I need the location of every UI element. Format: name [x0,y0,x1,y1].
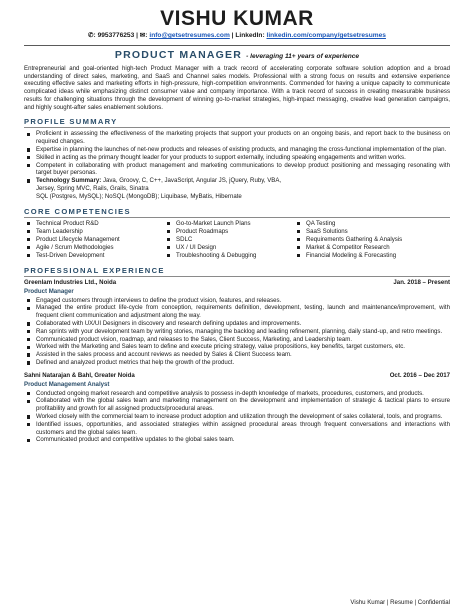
candidate-name: VISHU KUMAR [160,7,314,30]
headline-title: PRODUCT MANAGER [114,49,242,62]
section-divider [24,276,450,277]
email-prefix: | ✉: [136,32,148,39]
list-item: QA Testing [294,220,450,228]
competency-grid [24,220,450,260]
profile-section [24,117,450,200]
list-item: Agile / Scrum Methodologies [24,244,164,252]
list-item: Assisted in the sales process and account reviews as needed by Sales & Client Success team. [24,351,450,359]
headline-subtitle: - leveraging 11+ years of experience [246,53,360,61]
list-item: Competent in collaborating with product management and marketing communications to develop product positioning and messaging resonating with target buyer personas. [24,162,450,178]
tech-line: SQL (Postgres, MySQL); NoSQL (MongoDB); Liquibase, MyBatis, Hibernate [36,192,242,200]
company-name: Sahni Natarajan & Bahl, Greater Noida [24,371,135,379]
section-divider [24,127,450,128]
summary-paragraph: Entrepreneurial and goal-oriented high-tech Product Manager with a track record of accelerating corporate software solution adoption and a broad understanding of direct sales, marketing, and SaaS and Channel sales models. Professional with a strong focus on results and extensive experience executing effective sales and marketing efforts in high-pressure, high-competition environments. Commended for having a unique capacity to communicate complicated ideas while emphasizing distinct consumer value and company importance. With a track record of success in creating measurable business results for challenging situations through the development of winning go-to-market strategies, high-impact messaging, creative lead generation campaigns, and highly sought-after sales enablement solutions. [24,64,450,111]
tech-line: Jersey, Spring MVC, Rails, Grails, Sinatra [36,185,149,193]
section-divider [24,217,450,218]
competencies-section [24,207,450,260]
list-item: SaaS Solutions [294,228,450,236]
list-item: Market & Competitor Research [294,244,450,252]
job-header [24,279,450,287]
email-link[interactable]: info@getsetresumes.com [149,32,230,39]
tech-summary-label: Technology Summary: [36,177,102,185]
list-item: Skilled in acting as the primary thought leader for your products to support externally, including speaking engagements and written works. [24,154,450,162]
list-item: Proficient in assessing the effectiveness of the marketing projects that support your products on an ongoing basis, and report back to the business on required changes. [24,130,450,146]
list-item: Worked closely with the commercial team to increase product adoption and utilization through the development of sales collateral, tools, and programs. [24,413,450,421]
list-item: Collaborated with the global sales team and marketing management on the development and implementation of strategic & tactical plans to ensure profitability and growth for all assigned products/procedural areas. [24,397,450,413]
list-item: Collaborated with UX/UI Designers in discovery and research defining updates and improvements. [24,320,450,328]
list-item: Troubleshooting & Debugging [164,252,294,260]
list-item: Product Roadmaps [164,228,294,236]
job-dates: Oct. 2016 – Dec 2017 [389,371,450,379]
list-item: UX / UI Design [164,244,294,252]
competency-column [164,220,294,260]
headline [24,49,450,63]
list-item: Defined and analyzed product metrics that help the growth of the product. [24,359,450,367]
list-item: Expertise in planning the launches of net-new products and releases of existing products, and managing the cross-functional implementation of the plan. [24,146,450,154]
list-item: Communicated product vision, roadmap, and releases to the Sales, Client Success, Marketing, and Leadership team. [24,336,450,344]
competency-column [24,220,164,260]
contact-line [24,32,450,41]
company-name: Greenlam Industries Ltd., Noida [24,278,117,286]
page-footer: Vishu Kumar | Resume | Confidential [350,599,450,607]
job-dates: Jan. 2018 – Present [393,278,450,286]
section-title: PROFILE SUMMARY [24,117,118,127]
list-item: Technical Product R&D [24,220,164,228]
list-item: Requirements Gathering & Analysis [294,236,450,244]
list-item: Ran sprints with your development team by writing stories, managing the backlog and leading refinement, planning, daily stand-up, and retro meetings. [24,328,450,336]
list-item: Go-to-Market Launch Plans [164,220,294,228]
list-item: Financial Modeling & Forecasting [294,252,450,260]
list-item-tech-summary [24,177,450,200]
list-item: Worked with the Marketing and Sales team to define and execute pricing strategy, value propositions, key benefits, target customers, etc. [24,343,450,351]
list-item: Test-Driven Development [24,252,164,260]
tech-line: Java, Groovy, C, C++, JavaScript, Angular JS, jQuery, Ruby, VBA, [101,177,282,185]
section-title: CORE COMPETENCIES [24,206,131,216]
profile-list [24,130,450,200]
list-item: Communicated product and competitive updates to the global sales team. [24,436,450,444]
list-item: Managed the entire product life-cycle from conception, requirements definition, development, testing, launch and maintenance/improvement, with frequent client communication and adjustment along the way. [24,304,450,320]
job-header [24,372,450,380]
experience-section [24,266,450,444]
phone-number: ✆: 9953776253 [88,32,135,39]
list-item: Conducted ongoing market research and competitive analysis to possess in-depth knowledge of markets, procedures, customers, and products. [24,390,450,398]
list-item: Identified issues, opportunities, and associated strategies within assigned procedural areas through frequent conversations and interactions with customers and the global sales team. [24,421,450,437]
header-divider [24,45,450,47]
linkedin-prefix: | LinkedIn: [231,32,265,39]
linkedin-link[interactable]: linkedin.com/company/getsetresumes [266,32,386,39]
section-title: PROFESSIONAL EXPERIENCE [24,265,165,275]
job-role: Product Management Analyst [24,380,110,388]
list-item: SDLC [164,236,294,244]
list-item: Engaged customers through interviews to define the product vision, features, and releases. [24,297,450,305]
job-role: Product Manager [24,287,74,295]
list-item: Team Leadership [24,228,164,236]
list-item: Product Lifecycle Management [24,236,164,244]
job-bullets [24,390,450,445]
competency-column [294,220,450,260]
job-bullets [24,297,450,367]
